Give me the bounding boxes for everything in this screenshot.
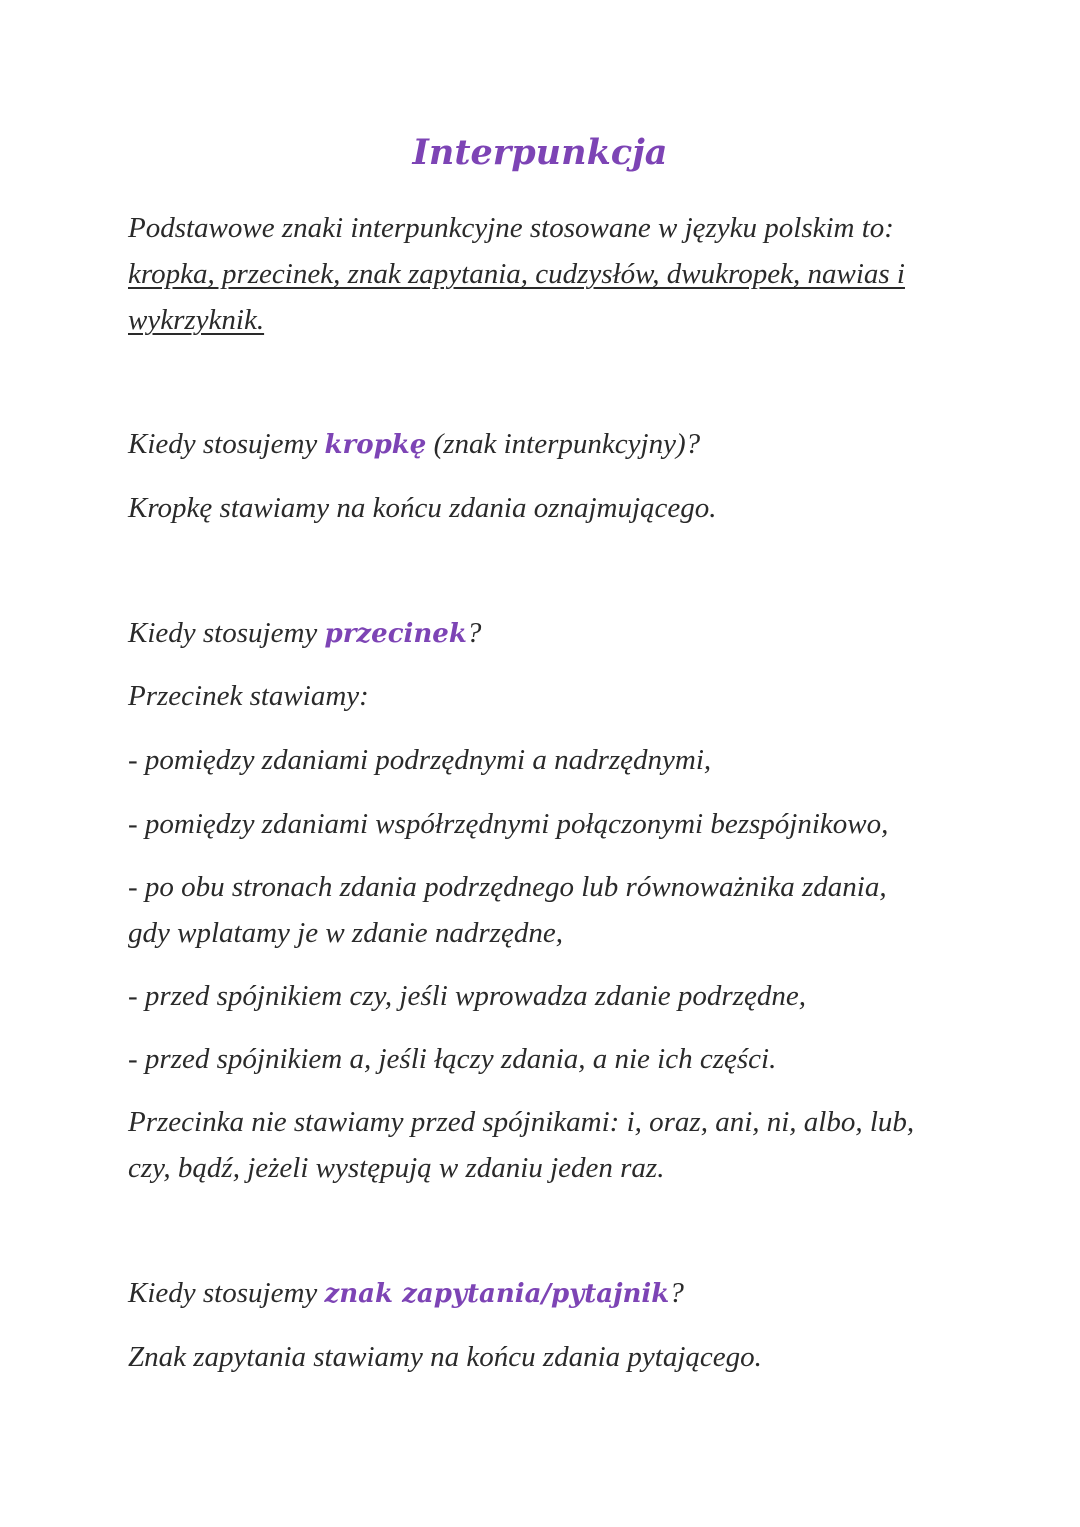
przecinek-note-line-2: czy, bądź, jeżeli występują w zdaniu jeden raz. xyxy=(128,1152,665,1184)
intro-line-3: wykrzyknik. xyxy=(128,304,265,336)
question-prefix: Kiedy stosujemy xyxy=(128,1277,325,1309)
question-prefix: Kiedy stosujemy xyxy=(128,617,325,649)
przecinek-rule-3-line-1: - po obu stronach zdania podrzędnego lub równoważnika zdania, xyxy=(128,871,887,903)
przecinek-lead: Przecinek stawiamy: xyxy=(128,680,369,712)
page-title: Interpunkcja xyxy=(412,132,668,173)
question-suffix: ? xyxy=(466,617,482,649)
keyword-przecinek: przecinek xyxy=(324,619,467,649)
pytajnik-answer: Znak zapytania stawiamy na końcu zdania pytającego. xyxy=(128,1341,762,1373)
question-prefix: Kiedy stosujemy xyxy=(128,428,325,460)
intro-line-2: kropka, przecinek, znak zapytania, cudzysłów, dwukropek, nawias i xyxy=(128,258,905,290)
przecinek-rule-5: - przed spójnikiem a, jeśli łączy zdania, a nie ich części. xyxy=(128,1043,777,1075)
przecinek-note-line-1: Przecinka nie stawiamy przed spójnikami: i, oraz, ani, ni, albo, lub, xyxy=(128,1106,915,1138)
keyword-kropka: kropkę xyxy=(324,430,427,460)
pytajnik-question xyxy=(128,1270,958,1317)
intro-line-1: Podstawowe znaki interpunkcyjne stosowane w języku polskim to: xyxy=(128,212,894,244)
question-suffix: ? xyxy=(669,1277,684,1309)
przecinek-rule-1: - pomiędzy zdaniami podrzędnymi a nadrzędnymi, xyxy=(128,744,712,776)
kropka-answer: Kropkę stawiamy na końcu zdania oznajmującego. xyxy=(128,492,717,524)
przecinek-rule-4: - przed spójnikiem czy, jeśli wprowadza zdanie podrzędne, xyxy=(128,980,806,1012)
przecinek-question xyxy=(128,610,958,657)
przecinek-rule-2: - pomiędzy zdaniami współrzędnymi połączonymi bezspójnikowo, xyxy=(128,808,889,840)
question-suffix: (znak interpunkcyjny)? xyxy=(426,428,701,460)
przecinek-rule-3-line-2: gdy wplatamy je w zdanie nadrzędne, xyxy=(128,917,563,949)
keyword-pytajnik: znak zapytania/pytajnik xyxy=(324,1279,670,1309)
kropka-question xyxy=(128,421,958,468)
